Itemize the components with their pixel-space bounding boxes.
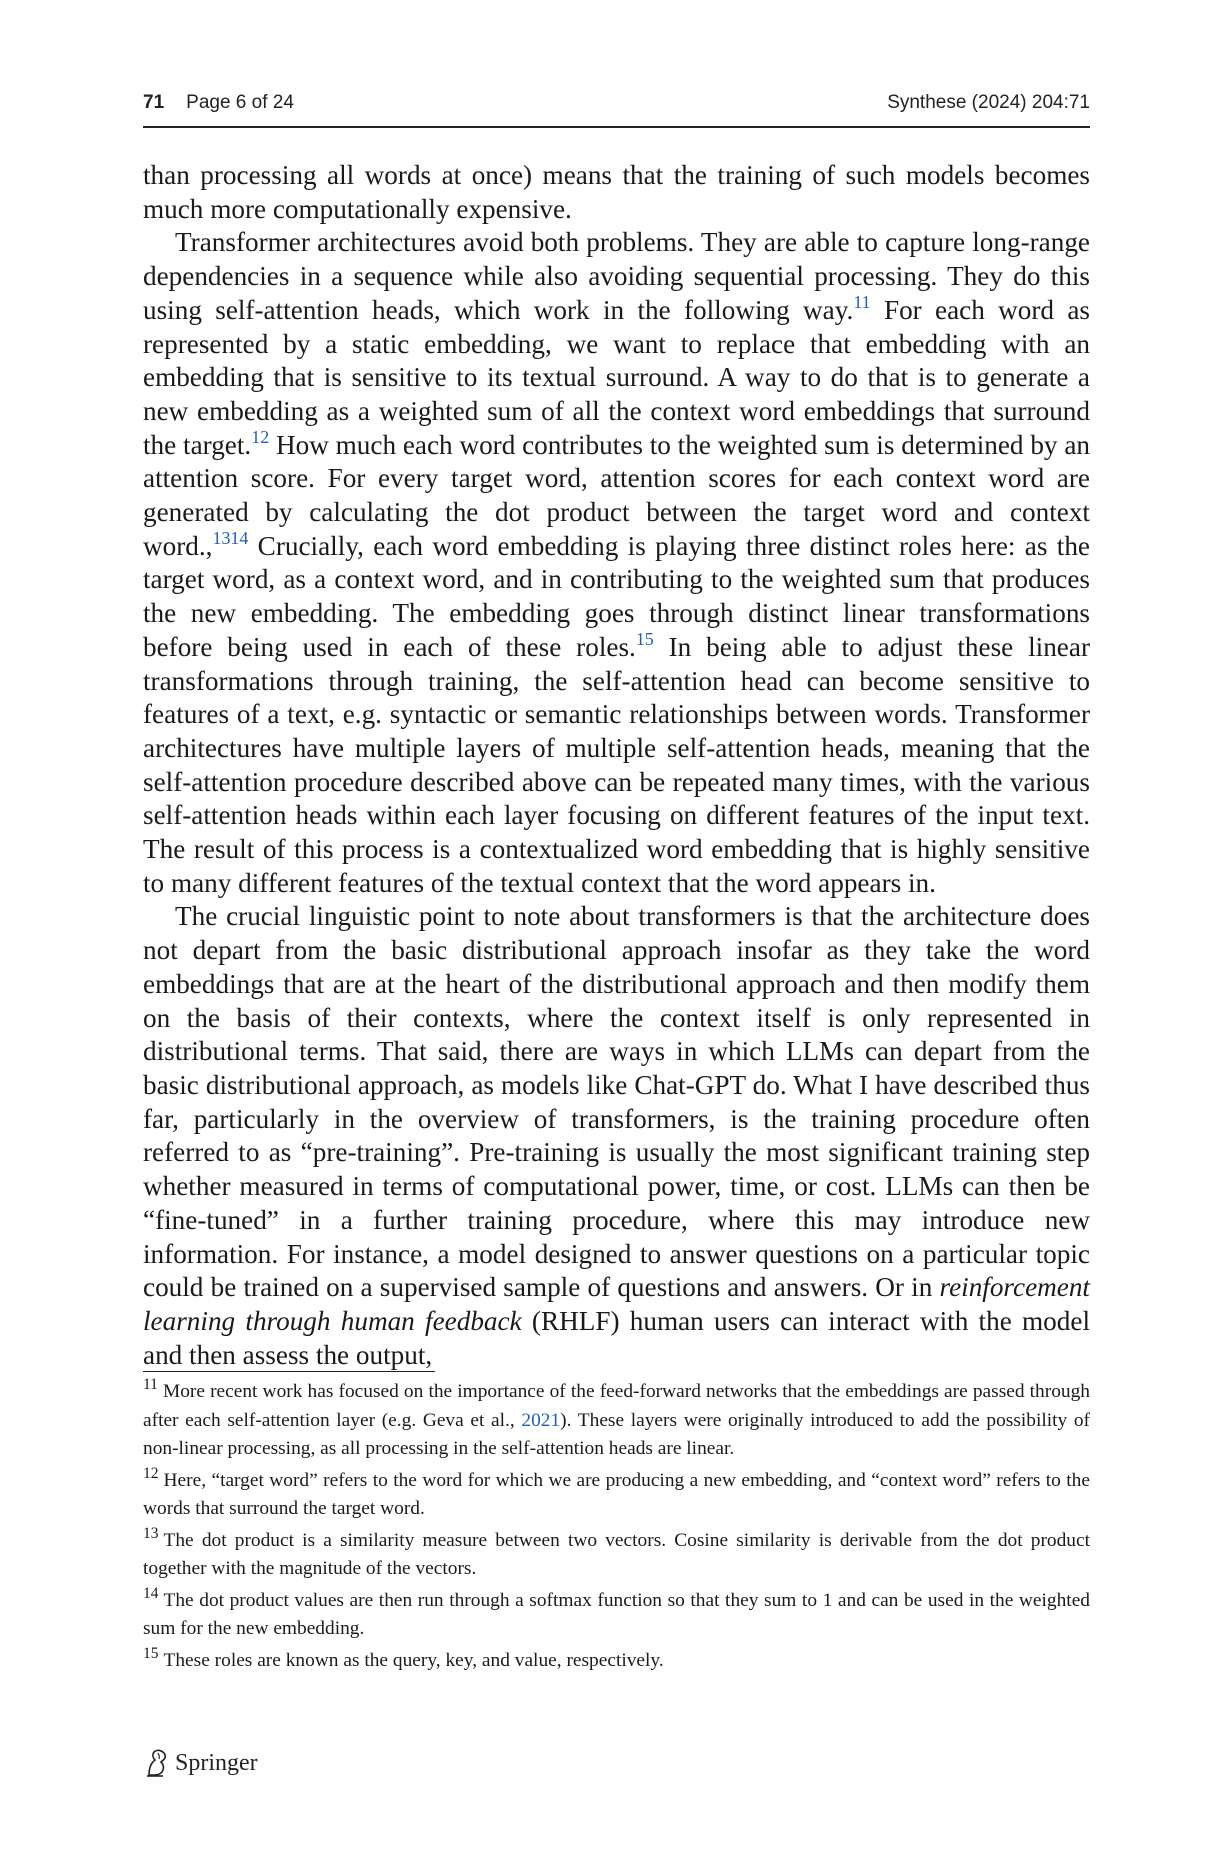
footnote-15	[143, 1644, 1090, 1676]
footnote-13	[143, 1524, 1090, 1584]
footnote-text: The dot product values are then run through a softmax function so that they sum to 1 and can be used in the weighted sum for the new embedding.	[143, 1589, 1090, 1639]
footnote-12	[143, 1464, 1090, 1524]
footnote-number: 14	[143, 1584, 159, 1602]
footnote-ref-13-14[interactable]: 1314	[212, 527, 249, 548]
footnote-text: More recent work has focused on the importance of the feed-forward networks that the embeddings are passed through after each self-attention layer (e.g. Geva et al.,	[143, 1381, 1090, 1431]
footnote-text: Here, “target word” refers to the word for which we are producing a new embedding, and “context word” refers to the words that surround the target word.	[143, 1469, 1090, 1519]
header-rule	[143, 126, 1090, 128]
footnote-text: ). These layers were originally introduced to add the possibility of non-linear processing, as all processing in the self-attention heads are linear.	[143, 1409, 1091, 1459]
footnote-ref-12[interactable]: 12	[251, 426, 270, 447]
footnotes	[143, 1378, 1090, 1678]
footnote-number: 13	[143, 1524, 159, 1542]
main-text	[143, 159, 1090, 1372]
running-header	[143, 92, 1090, 118]
paragraph-3	[143, 900, 1090, 1372]
article-number: 71	[143, 92, 165, 113]
footnote-number: 12	[143, 1464, 159, 1482]
footnote-rule	[143, 1371, 435, 1372]
paragraph-2-text-c: How much each word contributes to the weighted sum is determined by an attention score. For every target word, attention scores for each context word are generated by calculating the dot product between the target word and context word.,	[143, 429, 1090, 561]
paragraph-3-emphasis: reinforcement learning through human feedback	[143, 1272, 1090, 1336]
footnote-ref-15[interactable]: 15	[635, 629, 654, 650]
footnote-ref-11[interactable]: 11	[853, 292, 871, 313]
paragraph-3-text-b: (RHLF) human users can interact with the model and then assess the output,	[143, 1305, 1090, 1370]
paragraph-1: than processing all words at once) means that the training of such models becomes much more computationally expensive.	[143, 160, 1090, 224]
footnote-text: These roles are known as the query, key, and value, respectively.	[163, 1649, 664, 1671]
paragraph-2	[143, 226, 1090, 900]
paragraph-2-text-e: In being able to adjust these linear transformations through training, the self-attention head can become sensitive to features of a text, e.g. syntactic or semantic relationships between words. Transformer architectures have multiple layers of multiple self-attention heads, meaning that the self-attention procedure described above can be repeated many times, with the various self-attention heads within each layer focusing on different features of the input text. The result of this process is a contextualized word embedding that is highly sensitive to many different features of the textual context that the word appears in.	[143, 631, 1090, 898]
publisher-name: Springer	[175, 1749, 258, 1776]
page-indicator: Page 6 of 24	[186, 92, 294, 113]
footnote-14	[143, 1584, 1090, 1644]
springer-horse-icon	[143, 1748, 171, 1778]
header-left	[143, 92, 294, 114]
citation-link-2021[interactable]: 2021	[521, 1409, 561, 1431]
footnote-11	[143, 1378, 1090, 1464]
paper-page	[143, 0, 1090, 1851]
paragraph-2-text-d: Crucially, each word embedding is playing three distinct roles here: as the target word, as a context word, and in contributing to the weighted sum that produces the new embedding. The embedding goes through distinct linear transformations before being used in each of these roles.	[143, 530, 1090, 662]
paragraph-2-text-a: Transformer architectures avoid both problems. They are able to capture long-range dependencies in a sequence while also avoiding sequential processing. They do this using self-attention heads, which work in the following way.	[143, 227, 1090, 325]
footnote-number: 11	[143, 1376, 158, 1394]
journal-citation: Synthese (2024) 204:71	[887, 92, 1090, 113]
publisher-logo	[143, 1746, 258, 1780]
paragraph-3-text-a: The crucial linguistic point to note about transformers is that the architecture does not depart from the basic distributional approach insofar as they take the word embeddings that are at the heart of the distributional approach and then modify them on the basis of their contexts, where the context itself is only represented in distributional terms. That said, there are ways in which LLMs can depart from the basic distributional approach, as models like Chat-GPT do. What I have described thus far, particularly in the overview of transformers, is the training procedure often referred to as “pre-training”. Pre-training is usually the most significant training step whether measured in terms of computational power, time, or cost. LLMs can then be “fine-tuned” in a further training procedure, where this may introduce new information. For instance, a model designed to answer questions on a particular topic could be trained on a supervised sample of questions and answers. Or in	[143, 901, 1090, 1303]
footnote-text: The dot product is a similarity measure between two vectors. Cosine similarity is derivable from the dot product together with the magnitude of the vectors.	[143, 1529, 1090, 1579]
paragraph-2-text-b: For each word as represented by a static embedding, we want to replace that embedding with an embedding that is sensitive to its textual surround. A way to do that is to generate a new embedding as a weighted sum of all the context word embeddings that surround the target.	[143, 294, 1090, 460]
footnote-number: 15	[143, 1644, 159, 1662]
